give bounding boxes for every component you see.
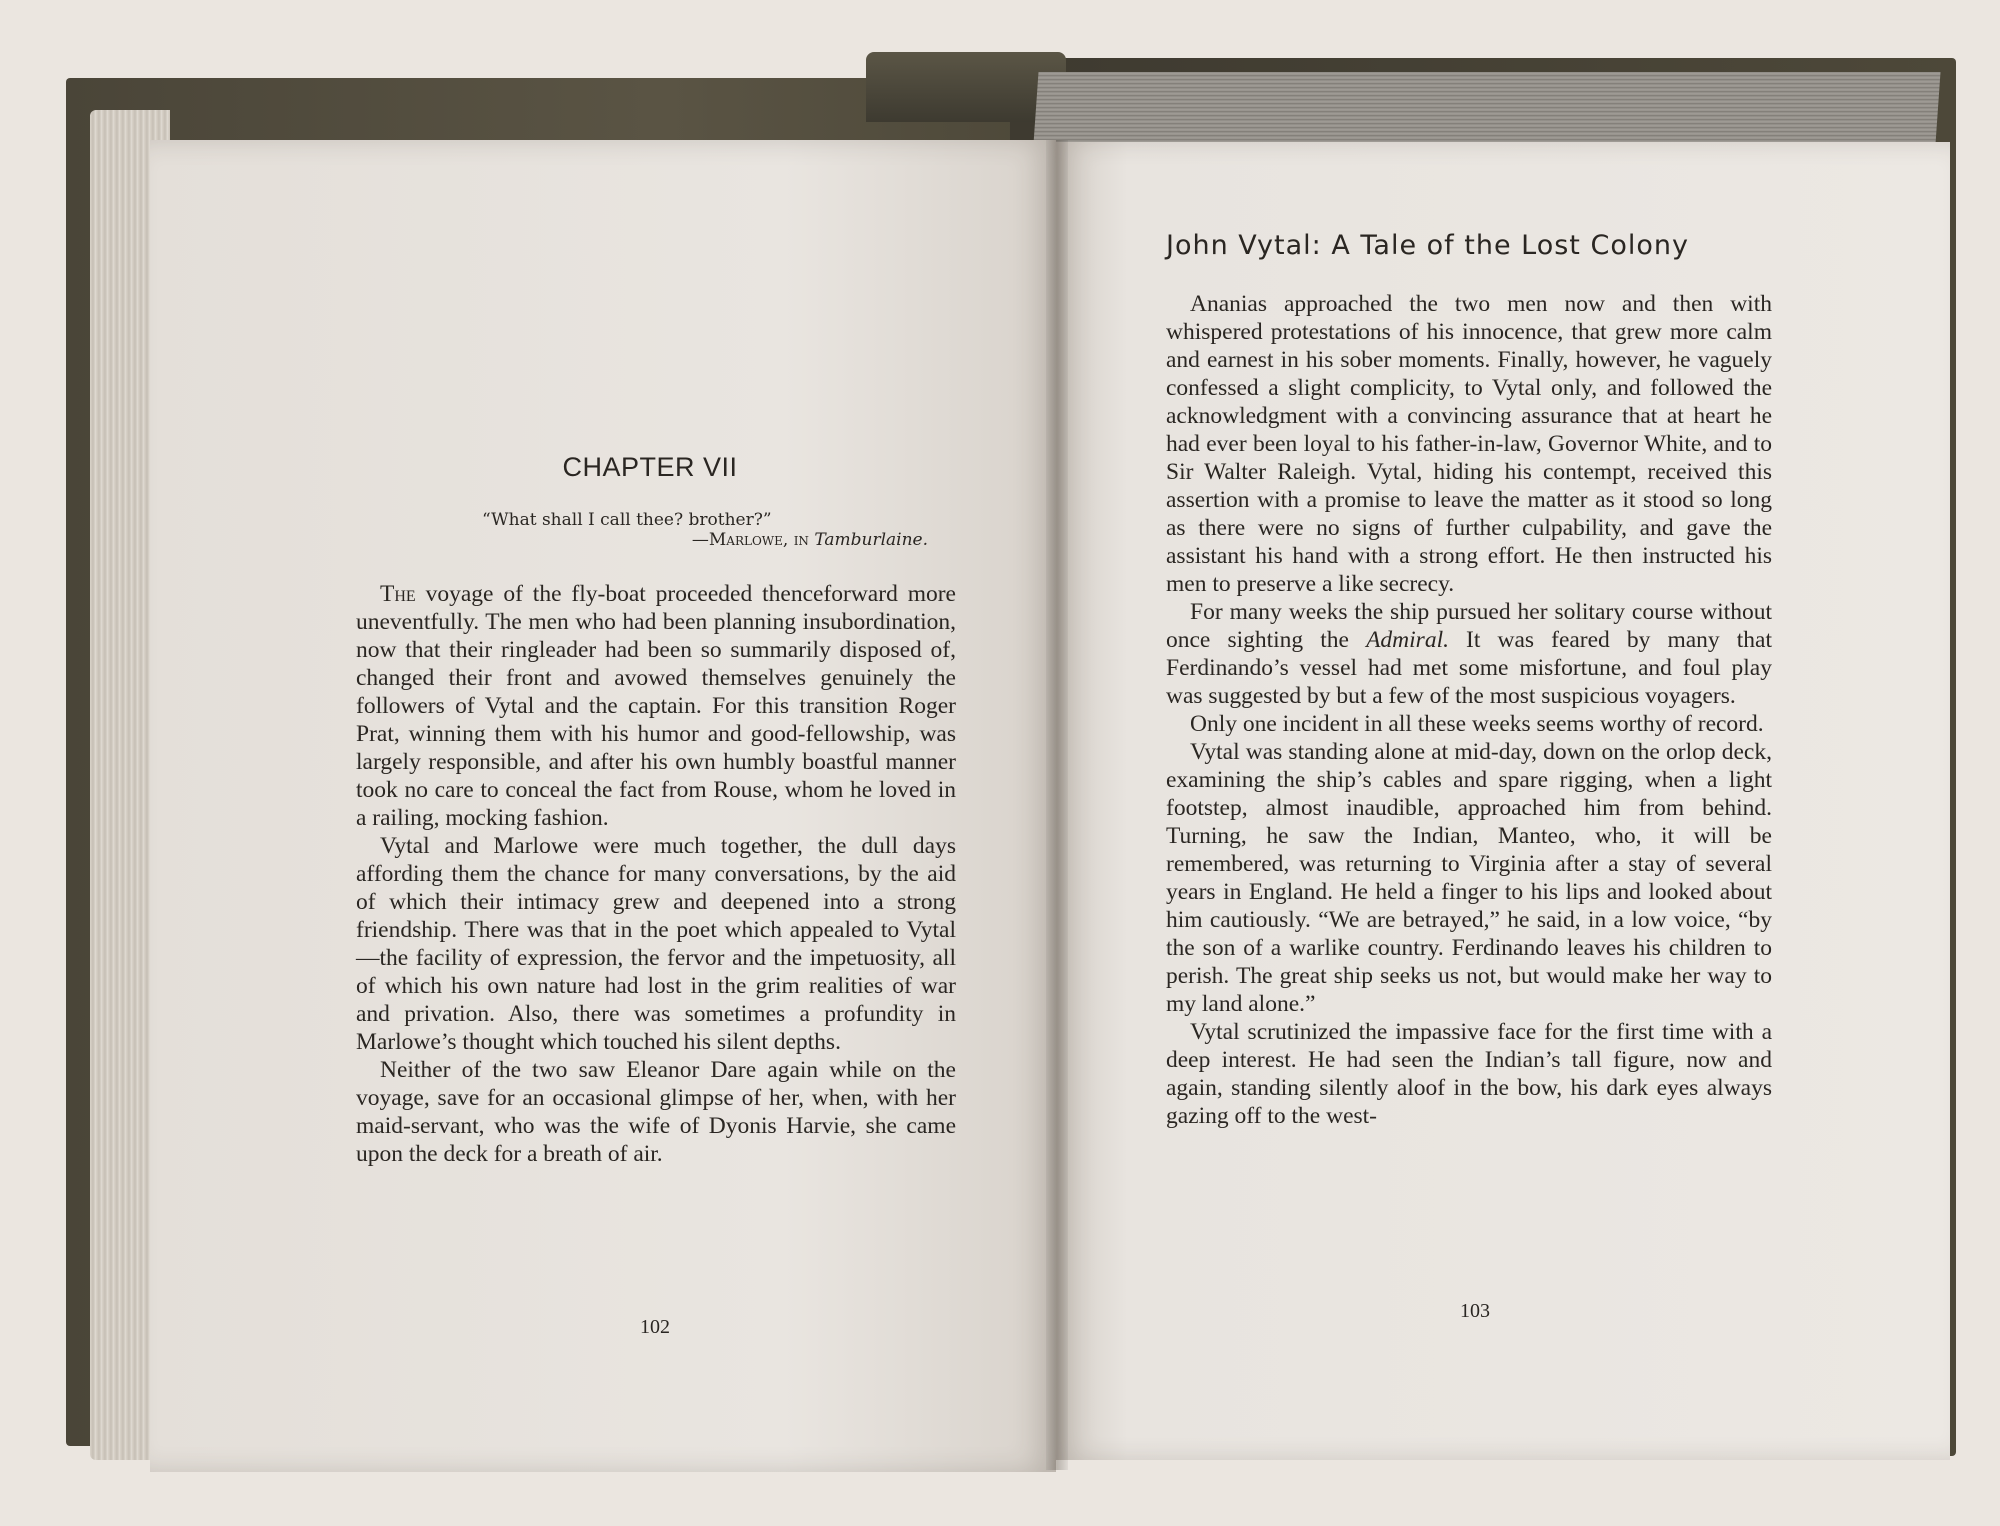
epigraph-quote: “What shall I call thee? brother?” bbox=[482, 510, 772, 530]
left-page-body bbox=[356, 580, 956, 1168]
right-paragraph-1: Ananias approached the two men now and then with whispered protestations of his innocence, that grew more calm and earnest in his sober moments. Finally, however, he vaguely confessed a slight complicity, to Vytal only, and followed the acknowledgment with a convincing assurance that at heart he had ever been loyal to his father-in-law, Governor White, and to Sir Walter Raleigh. Vytal, hiding his contempt, received this assertion with a promise to leave the matter as it stood so long as there were no signs of further culpability, and gave the assistant his hand with a strong effort. He then instructed his men to preserve a like secrecy. bbox=[1166, 291, 1772, 597]
paragraph-text: For many weeks the ship pursued her solitary course without once sighting the bbox=[1166, 599, 1772, 653]
chapter-title: CHAPTER VII bbox=[562, 452, 738, 482]
running-head: John Vytal: A Tale of the Lost Colony bbox=[1166, 230, 1689, 261]
right-paragraph-4: Vytal was standing alone at mid-day, down on the orlop deck, examining the ship’s cables and spare rigging, when a light footstep, almost inaudible, approached him from behind. Turning, he saw the Indian, Manteo, who, it will be remembered, was returning to Virginia after a stay of several years in England. He held a finger to his lips and looked about him cautiously. “We are betrayed,” he said, in a low voice, “by the son of a warlike country. Ferdinando leaves his children to perish. The great ship seeks us not, but would make her way to my land alone.” bbox=[1166, 739, 1772, 1017]
paragraph-text: voyage of the fly-boat proceeded thenceforward more uneventfully. The men who had been planning insubordination, now that their ringleader had been so summarily disposed of, changed their front and avowed themselves genuinely the followers of Vytal and the captain. For this transition Roger Prat, winning them with his humor and good-fellowship, was largely responsible, and after his own humbly boastful manner took no care to conceal the fact from Rouse, whom he loved in a railing, mocking fashion. bbox=[356, 581, 956, 831]
left-paragraph-1 bbox=[356, 580, 956, 832]
book-gutter bbox=[1046, 140, 1068, 1470]
right-page-body bbox=[1166, 290, 1772, 1130]
right-paragraph-2 bbox=[1166, 598, 1772, 710]
epigraph-author: —Marlowe, in bbox=[691, 530, 809, 550]
paragraph-text: It was feared by many that Ferdinando’s vessel had met some misfortune, and foul play was suggested by but a few of the most suspicious voyagers. bbox=[1166, 627, 1773, 709]
ship-name: Admiral. bbox=[1366, 627, 1449, 653]
epigraph bbox=[470, 510, 928, 550]
left-page-number: 102 bbox=[640, 1316, 670, 1338]
paragraph-lead-word: The bbox=[380, 581, 416, 607]
left-paragraph-3: Neither of the two saw Eleanor Dare again while on the voyage, save for an occasional glimpse of her, when, with her maid-servant, who was the wife of Dyonis Harvie, she came upon the deck for a breath of air. bbox=[356, 1057, 956, 1167]
epigraph-attribution bbox=[470, 530, 928, 550]
epigraph-work: Tamburlaine. bbox=[814, 530, 928, 550]
right-paragraph-5: Vytal scrutinized the impassive face for the first time with a deep interest. He had seen the Indian’s tall figure, now and again, standing silently aloof in the bow, his dark eyes always gazing off to the west- bbox=[1166, 1019, 1772, 1129]
page-edges-top bbox=[1033, 72, 1940, 144]
right-page-number: 103 bbox=[1460, 1300, 1490, 1322]
right-paragraph-3: Only one incident in all these weeks seems worthy of record. bbox=[1190, 711, 1764, 737]
left-paragraph-2: Vytal and Marlowe were much together, the dull days affording them the chance for many conversations, by the aid of which their intimacy grew and deepened into a strong friendship. There was that in the poet which appealed to Vytal—the facility of expression, the fervor and the impetuosity, all of which his own nature had lost in the grim realities of war and privation. Also, there was sometimes a profundity in Marlowe’s thought which touched his silent depths. bbox=[356, 833, 956, 1055]
